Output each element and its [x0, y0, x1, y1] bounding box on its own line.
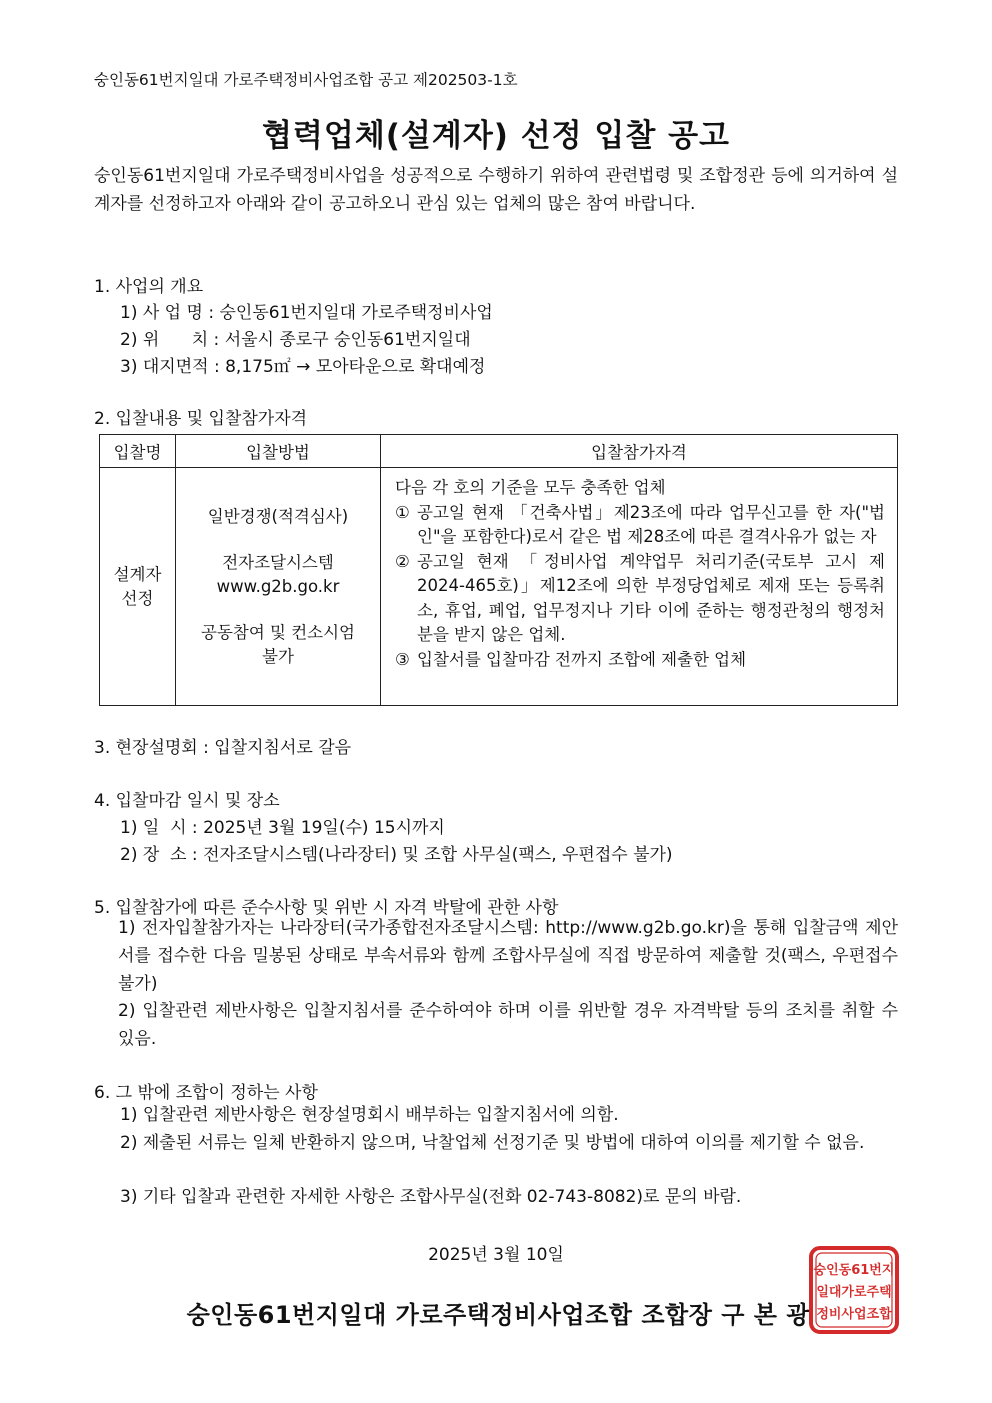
table-header-row: [100, 435, 898, 468]
section-6-heading: 6. 그 밖에 조합이 정하는 사항: [94, 1083, 318, 1103]
section-6-item: 3) 기타 입찰과 관련한 자세한 사항은 조합사무실(전화 02-743-8082)로 문의 바람.: [120, 1187, 742, 1207]
section-6-item: 1) 입찰관련 제반사항은 현장설명회시 배부하는 입찰지침서에 의함.: [120, 1105, 619, 1125]
notice-date: 2025년 3월 10일: [428, 1245, 564, 1265]
qualification-intro: 다음 각 호의 기준을 모두 충족한 업체: [395, 478, 666, 497]
section-1-item: 2) 위 치 : 서울시 종로구 숭인동61번지일대: [120, 330, 471, 350]
qualification-item: ① 공고일 현재 「건축사법」제23조에 따라 업무신고를 한 자("법인"을 포함한다)로서 같은 법 제28조에 따른 결격사유가 없는 자: [395, 502, 885, 546]
qualification-item: ③ 입찰서를 입찰마감 전까지 조합에 제출한 업체: [395, 649, 747, 669]
intro-paragraph: 숭인동61번지일대 가로주택정비사업을 성공적으로 수행하기 위하여 관련법령 및 조합정관 등에 의거하여 설계자를 선정하고자 아래와 같이 공고하오니 관심 있는 업체의 많은 참여 바랍니다.: [94, 166, 898, 214]
bid-name-cell: 설계자 선정: [100, 468, 176, 706]
section-4-item: 1) 일 시 : 2025년 3월 19일(수) 15시까지: [120, 818, 445, 838]
signer-name: 숭인동61번지일대 가로주택정비사업조합 조합장 구 본 광: [186, 1301, 810, 1329]
section-1-heading: 1. 사업의 개요: [94, 277, 204, 297]
section-5-heading: 5. 입찰참가에 따른 준수사항 및 위반 시 자격 박탈에 관한 사항: [94, 898, 559, 918]
section-5-item: 1) 전자입찰참가자는 나라장터(국가종합전자조달시스템: http://www.g2b.go.kr)을 통해 입찰금액 제안서를 접수한 다음 밀봉된 상태로 부속서류와 함께 조합사무실에 직접 방문하여 제출할 것(팩스, 우편접수 불가): [118, 918, 898, 994]
svg-text:숭인동61번지: 숭인동61번지: [813, 1263, 895, 1278]
section-5-item: 2) 입찰관련 제반사항은 입찰지침서를 준수하여야 하며 이를 위반할 경우 자격박탈 등의 조치를 취할 수 있음.: [118, 1001, 898, 1049]
column-header: 입찰참가자격: [381, 435, 898, 468]
section-6-item: 2) 제출된 서류는 일체 반환하지 않으며, 낙찰업체 선정기준 및 방법에 대하여 이의를 제기할 수 없음.: [120, 1133, 865, 1153]
section-4-item: 2) 장 소 : 전자조달시스템(나라장터) 및 조합 사무실(팩스, 우편접수 불가): [120, 845, 673, 865]
section-4-heading: 4. 입찰마감 일시 및 장소: [94, 791, 280, 811]
bid-method-cell: 일반경쟁(적격심사) 전자조달시스템 www.g2b.go.kr 공동참여 및 컨소시엄 불가: [176, 468, 381, 706]
section-3-heading: 3. 현장설명회 : 입찰지침서로 갈음: [94, 738, 352, 758]
qualification-cell: [381, 468, 898, 706]
table-row: [100, 468, 898, 706]
svg-text:일대가로주택: 일대가로주택: [816, 1285, 892, 1300]
page-title: 협력업체(설계자) 선정 입찰 공고: [261, 118, 730, 154]
svg-text:정비사업조합: 정비사업조합: [816, 1307, 892, 1322]
bid-table: [99, 434, 898, 706]
section-1-item: 1) 사 업 명 : 숭인동61번지일대 가로주택정비사업: [120, 303, 493, 323]
column-header: 입찰명: [100, 435, 176, 468]
qualification-item: ② 공고일 현재 「정비사업 계약업무 처리기준(국토부 고시 제2024-465호)」제12조에 의한 부정당업체로 제재 또는 등록취소, 휴업, 폐업, 업무정지나 기타 이에 준하는 행정관청의 행정처분을 받지 않은 업체.: [395, 551, 885, 644]
column-header: 입찰방법: [176, 435, 381, 468]
notice-number: 숭인동61번지일대 가로주택정비사업조합 공고 제202503-1호: [94, 71, 518, 89]
section-2-heading: 2. 입찰내용 및 입찰참가자격: [94, 409, 308, 429]
official-seal-icon: [808, 1245, 900, 1335]
section-1-item: 3) 대지면적 : 8,175㎡ → 모아타운으로 확대예정: [120, 357, 486, 377]
